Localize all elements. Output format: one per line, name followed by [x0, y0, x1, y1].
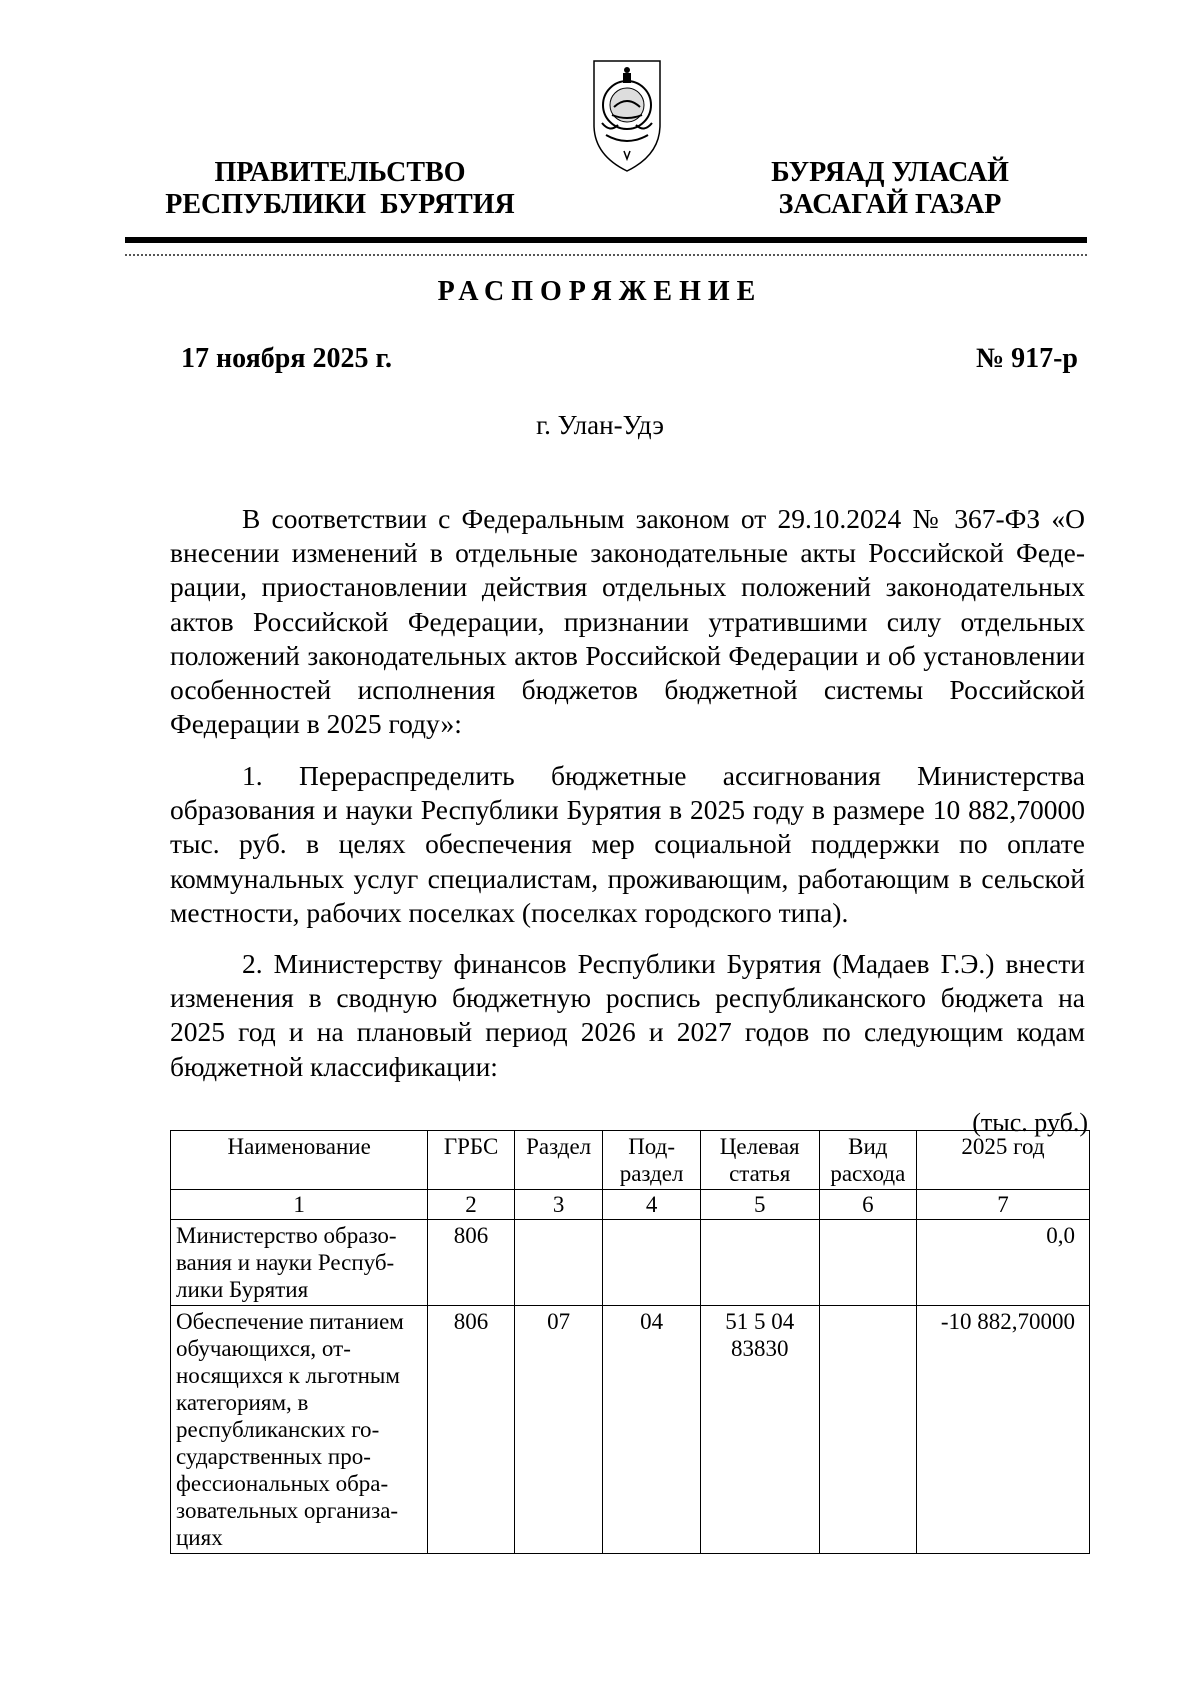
row-vid: [819, 1220, 916, 1306]
document-number: № 917-р: [975, 343, 1078, 374]
header-right-line2: ЗАСАГАЙ ГАЗАР: [778, 189, 1002, 220]
index-cell: 5: [700, 1190, 819, 1220]
document-title: РАСПОРЯЖЕНИЕ: [437, 276, 763, 307]
table-header-row: [171, 1131, 1090, 1190]
header-left-line2: РЕСПУБЛИКИ БУРЯТИЯ: [165, 189, 515, 220]
index-cell: 2: [428, 1190, 514, 1220]
item-1-paragraph: 1. Перераспределить бюджетные ассигнования Министерства образования и науки Республики Бурятия в 2025 году в размере 10 882,70000 тыс. руб. в целях обеспечения мер социальной поддержки по оплате коммунальных услуг специалистам, проживающим, работающим в сельской местности, рабочих поселках (поселках городского типа).: [170, 760, 1085, 928]
row-tselevaya: [700, 1220, 819, 1306]
index-cell: 4: [603, 1190, 700, 1220]
row-vid: [819, 1306, 916, 1554]
col-header-year: 2025 год: [916, 1131, 1089, 1190]
row-amount: -10 882,70000: [916, 1306, 1089, 1554]
col-header-razdel: Раздел: [514, 1131, 603, 1190]
document-city: г. Улан-Удэ: [536, 410, 664, 440]
table-index-row: [171, 1190, 1090, 1220]
col-header-grbs: ГРБС: [428, 1131, 514, 1190]
col-header-podrazdel: Подраздел: [603, 1131, 700, 1190]
index-cell: 3: [514, 1190, 603, 1220]
index-cell: 6: [819, 1190, 916, 1220]
preamble-paragraph: В соответствии с Федеральным законом от 29.10.2024 № 367-ФЗ «О внесении изменений в отдельные законодательные акты Российской Федерации, приостановлении действия отдельных положений законодательных актов Российской Федерации, признании утратившими силу отдельных положений законодательных актов Российской Федерации и об установлении особенностей исполнения бюджетов бюджетной системы Российской Федерации в 2025 году»:: [170, 503, 1085, 740]
table-row: [171, 1220, 1090, 1306]
header-divider-thick: [125, 237, 1087, 243]
row-grbs: 806: [428, 1220, 514, 1306]
row-podrazdel: [603, 1220, 700, 1306]
table-units: (тыс. руб.): [972, 1108, 1088, 1137]
coat-of-arms-emblem-icon: [588, 55, 666, 175]
row-amount: 0,0: [916, 1220, 1089, 1306]
col-header-name: Наименование: [171, 1131, 428, 1190]
row-grbs: 806: [428, 1306, 514, 1554]
header-left-line1: ПРАВИТЕЛЬСТВО: [214, 157, 466, 188]
budget-table: [170, 1130, 1090, 1554]
index-cell: 1: [171, 1190, 428, 1220]
header-left: [150, 157, 530, 221]
index-cell: 7: [916, 1190, 1089, 1220]
row-razdel: 07: [514, 1306, 603, 1554]
document-date: 17 ноября 2025 г.: [181, 343, 393, 374]
row-podrazdel: 04: [603, 1306, 700, 1554]
row-name: Обеспечение питанием обучающихся, относящихся к льготным категориям, в республиканских государственных профессиональных образовательных организациях: [171, 1306, 428, 1554]
header-right-line1: БУРЯАД УЛАСАЙ: [771, 157, 1009, 188]
row-razdel: [514, 1220, 603, 1306]
col-header-tselevaya: Целевая статья: [700, 1131, 819, 1190]
table-row: [171, 1306, 1090, 1554]
header-divider-thin: [125, 254, 1087, 256]
header-right: [740, 157, 1040, 221]
row-name: Министерство образования и науки Республики Бурятия: [171, 1220, 428, 1306]
item-2-paragraph: 2. Министерству финансов Республики Бурятия (Мадаев Г.Э.) внести изменения в сводную бюджетную роспись республиканского бюджета на 2025 год и на плановый период 2026 и 2027 годов по следующим кодам бюджетной классификации:: [170, 948, 1085, 1082]
col-header-vid: Вид расхода: [819, 1131, 916, 1190]
row-tselevaya: 51 5 04 83830: [700, 1306, 819, 1554]
